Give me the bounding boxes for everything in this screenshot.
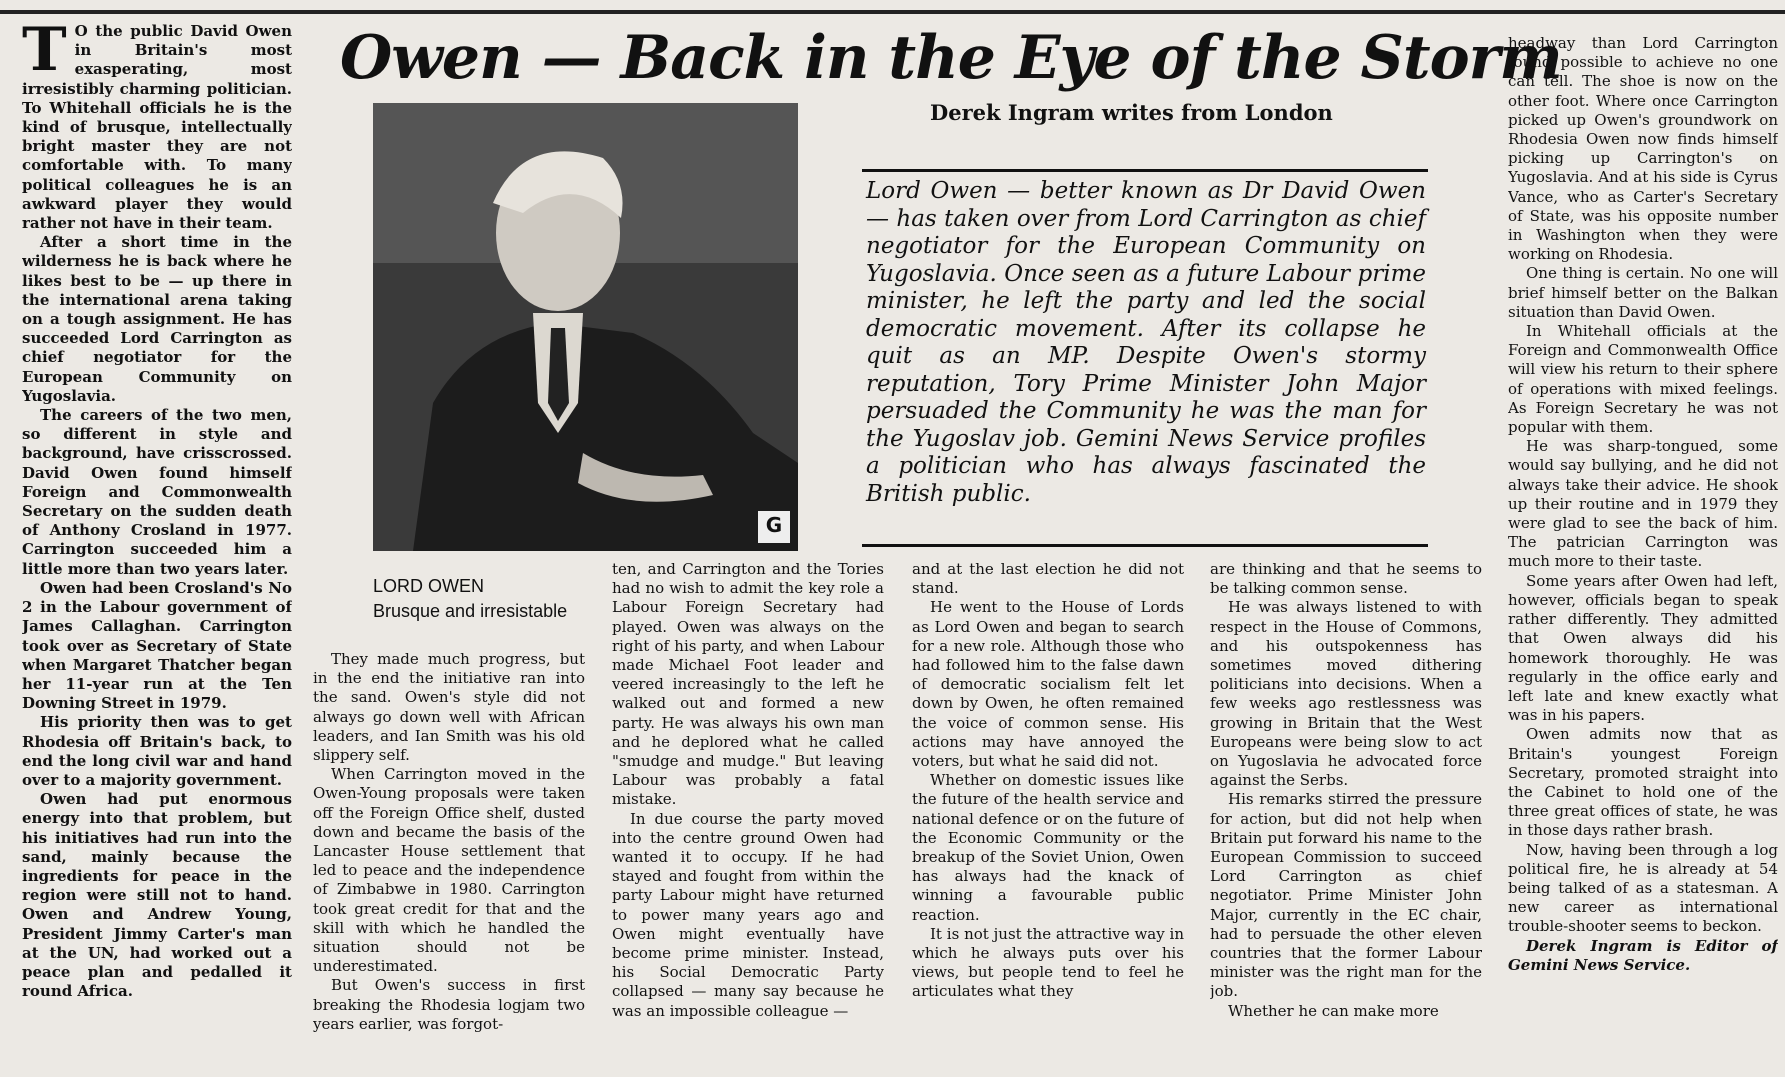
standfirst: Lord Owen — better known as Dr David Owen — has taken over from Lord Carrington as chief negotiator for the European Community on Yugoslavia. Once seen as a future Labour prime minister, he left the party and led the social democratic movement. After its collapse he quit as an MP. Despite Owen's stormy reputation, Tory Prime Minister John Major persuaded the Community he was the man for the Yugoslav job. Gemini News Service profiles a politician who has always fascinated the British public.: [866, 178, 1426, 507]
col4-paragraph-1: and at the last election he did not stand.: [912, 560, 1184, 598]
col5-paragraph-2: He was always listened to with respect in the House of Commons, and his outspokenness has sometimes moved dithering politicians into decisions. When a few weeks ago restlessness was growing in Britain that the West Europeans were being slow to act on Yugoslavia he advocated force against the Serbs.: [1210, 598, 1482, 790]
col6-paragraph-4: He was sharp-tongued, some would say bullying, and he did not always take their advice. He shook up their routine and in 1979 they were glad to see the back of him. The patrician Carrington was much more to their taste.: [1508, 437, 1778, 571]
col5-paragraph-4: Whether he can make more: [1228, 1001, 1439, 1020]
col3-paragraph-2: In due course the party moved into the centre ground Owen had wanted it to occupy. If he had stayed and fought from within the party Labour might have returned to power many years ago and Owen might eventually have become prime minister. Instead, his Social Democratic Party collapsed — many say because he was an impossible colleague —: [612, 809, 884, 1020]
portrait-illustration: [373, 103, 798, 551]
top-rule: [0, 10, 1785, 14]
article-column-3: [612, 560, 884, 1065]
article-column-4: [912, 560, 1184, 1065]
col5-paragraph-3: His remarks stirred the pressure for action, but did not help when Britain put forward his name to the European Commission to succeed Lord Carrington as chief negotiator. Prime Minister John Major, currently in the EC chair, had to persuade the other eleven countries that the former Labour minister was the right man for the job.: [1210, 790, 1482, 1001]
portrait-photo: [373, 103, 798, 551]
standfirst-bottom-rule: [862, 544, 1428, 547]
headline: Owen — Back in the Eye of the Storm: [340, 23, 1562, 93]
col6-paragraph-1: headway than Lord Carrington found possible to achieve no one can tell. The shoe is now on the other foot. Where once Carrington picked up Owen's groundwork on Rhodesia Owen now finds himself picking up Carrington's on Yugoslavia. And at his side is Cyrus Vance, who as Carter's Secretary of State, was his opposite number in Washington when they were working on Rhodesia.: [1508, 34, 1778, 264]
article-column-6: [1508, 34, 1778, 1069]
col2-paragraph-3: But Owen's success in first breaking the Rhodesia logjam two years earlier, was forgot-: [313, 976, 585, 1033]
col1-paragraph-5: His priority then was to get Rhodesia off Britain's back, to end the long civil war and hand over to a majority government.: [22, 713, 292, 789]
col6-paragraph-2: One thing is certain. No one will brief himself better on the Balkan situation than David Owen.: [1508, 264, 1778, 321]
col2-paragraph-2: When Carrington moved in the Owen-Young proposals were taken off the Foreign Office shelf, dusted down and became the basis of the Lancaster House settlement that led to peace and the independence of Zimbabwe in 1980. Carrington took great credit for that and the skill with which he handled the situation should not be underestimated.: [313, 765, 585, 976]
col4-paragraph-4: It is not just the attractive way in which he always puts over his views, but people tend to feel he articulates what they: [912, 924, 1184, 1001]
col3-paragraph-1: ten, and Carrington and the Tories had no wish to admit the key role a Labour Foreign Secretary had played. Owen was always on the right of his party, and when Labour made Michael Foot leader and veered increasingly to the left he walked out and formed a new party. He was always his own man and he deplored what he called "smudge and mudge." But leaving Labour was probably a fatal mistake.: [612, 560, 884, 809]
col1-paragraph-6: Owen had put enormous energy into that problem, but his initiatives had run into the sand, mainly because the ingredients for peace in the region were still not to hand. Owen and Andrew Young, President Jimmy Carter's man at the UN, had worked out a peace plan and pedalled it round Africa.: [22, 790, 292, 1001]
col4-paragraph-3: Whether on domestic issues like the future of the health service and national defence or on the future of the Economic Community or the breakup of the Soviet Union, Owen has always had the knack of winning a favourable public reaction.: [912, 771, 1184, 924]
drop-cap: T: [22, 22, 67, 85]
standfirst-top-rule: [862, 169, 1428, 172]
photo-caption-subtitle: Brusque and irresistable: [373, 601, 568, 621]
photo-caption-name: LORD OWEN: [373, 576, 485, 596]
col1-paragraph-2: After a short time in the wilderness he is back where he likes best to be — up there in the international arena taking on a tough assignment. He has succeeded Lord Carrington as chief negotiator for the European Community on Yugoslavia.: [22, 233, 292, 405]
author-signature: Derek Ingram is Editor of Gemini News Service.: [1508, 936, 1778, 974]
col6-paragraph-3: In Whitehall officials at the Foreign and Commonwealth Office will view his return to their sphere of operations with mixed feelings. As Foreign Secretary he was not popular with them.: [1508, 322, 1778, 437]
col1-paragraph-4: Owen had been Crosland's No 2 in the Labour government of James Callaghan. Carrington took over as Secretary of State when Margaret Thatcher began her 11-year run at the Ten Downing Street in 1979.: [22, 578, 292, 713]
col1-paragraph-3: The careers of the two men, so different in style and background, have crisscrossed. David Owen found himself Foreign and Commonwealth Secretary on the sudden death of Anthony Crosland in 1977. Carrington succeeded him a little more than two years later.: [22, 406, 292, 578]
col5-paragraph-1: are thinking and that he seems to be talking common sense.: [1210, 560, 1482, 598]
col6-paragraph-6: Owen admits now that as Britain's youngest Foreign Secretary, promoted straight into the Cabinet to hold one of the three great offices of state, he was in those days rather brash.: [1508, 725, 1778, 840]
col1-paragraph-1: O the public David Owen in Britain's most exasperating, most irresistibly charming politician. To Whitehall officials he is the kind of brusque, intellectually bright master they are not comfortable with. To many political colleagues he is an awkward player they would rather not have in their team.: [22, 22, 292, 233]
byline: Derek Ingram writes from London: [930, 100, 1333, 125]
article-column-1: [22, 22, 292, 1062]
col6-paragraph-5: Some years after Owen had left, however, officials began to speak rather differently. They admitted that Owen always did his homework thoroughly. He was regularly in the office early and left late and knew exactly what was in his papers.: [1508, 571, 1778, 725]
col4-paragraph-2: He went to the House of Lords as Lord Owen and began to search for a new role. Although those who had followed him to the false dawn of democratic socialism felt let down by Owen, he often remained the voice of common sense. His actions may have annoyed the voters, but what he said did not.: [912, 598, 1184, 771]
article-column-5: [1210, 560, 1482, 1065]
col2-paragraph-1: They made much progress, but in the end the initiative ran into the sand. Owen's style did not always go down well with African leaders, and Ian Smith was his old slippery self.: [313, 650, 585, 765]
col6-paragraph-7: Now, having been through a log political fire, he is already at 54 being talked of as a statesman. A new career as international trouble-shooter seems to beckon.: [1508, 840, 1778, 936]
gemini-logo-icon: G: [765, 513, 783, 537]
article-column-2: [313, 650, 585, 1065]
